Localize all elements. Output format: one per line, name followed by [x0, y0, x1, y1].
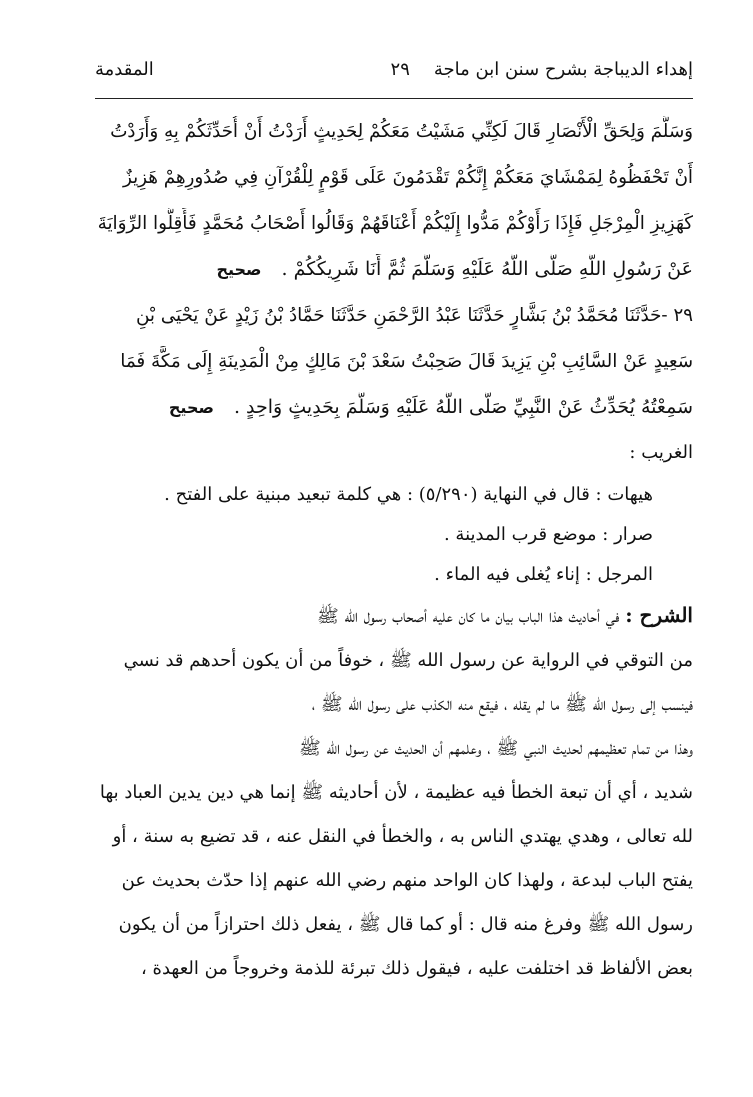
sharh-line: في أحاديث هذا الباب بيان ما كان عليه أصحاب رسول الله ﷺ — [317, 606, 620, 627]
sharh-line: فينسب إلى رسول الله ﷺ ما لم يقله ، فيقع منه الكذب على رسول الله ﷺ ، — [311, 694, 693, 715]
grade-label: صحيح — [216, 260, 262, 279]
sharh-first-line — [70, 600, 693, 632]
hadith-line: سَعِيدٍ عَنْ السَّائِبِ بْنِ يَزِيدَ قَالَ صَحِبْتُ سَعْدَ بْنَ مَالِكٍ مِنْ الْمَدِينَةِ إِلَى مَكَّةَ فَمَا — [120, 351, 693, 372]
hadith-line: عَنْ رَسُولِ اللَّهِ صَلَّى اللَّهُ عَلَيْهِ وَسَلَّمَ ثُمَّ أَنَا شَرِيكُكُمْ . — [281, 258, 693, 280]
hadith-line: أَنْ تَحْفَظُوهُ لِمَمْشَايَ مَعَكُمْ إِنَّكُمْ تَقْدَمُونَ عَلَى قَوْمٍ لِلْقُرْآنِ فِي صُدُورِهِمْ هَزِيزٌ — [123, 167, 693, 188]
hadith-line: كَهَزِيزِ الْمِرْجَلِ فَإِذَا رَأَوْكُمْ مَدُّوا إِلَيْكُمْ أَعْنَاقَهُمْ وَقَالُوا أَصْحَابُ مُحَمَّدٍ فَأَقِلُّوا الرِّوَايَةَ — [97, 213, 693, 234]
sharh-line: لله تعالى ، وهدي يهتدي الناس به ، والخطأ في النقل عنه ، قد تضيع به سنة ، أو — [112, 826, 693, 847]
hadith-line-with-grade — [70, 254, 693, 285]
page-number: ٢٩ — [390, 58, 410, 80]
gharib-definition: هيهات : قال في النهاية (٥/٢٩٠) : هي كلمة تبعيد مبنية على الفتح . — [164, 484, 653, 505]
page-body — [70, 116, 693, 998]
sharh-heading: الشرح : — [625, 603, 693, 627]
page-header — [95, 52, 693, 86]
sharh-line: شديد ، أي أن تبعة الخطأ فيه عظيمة ، لأن أحاديثه ﷺ إنما هي دين يدين العباد بها — [99, 782, 693, 803]
grade-label: صحيح — [168, 398, 214, 417]
book-title: إهداء الديباجة بشرح سنن ابن ماجة — [433, 58, 693, 80]
sharh-line: يفتح الباب لبدعة ، ولهذا كان الواحد منهم رضي الله عنهم إذا حدّث بحديث عن — [121, 870, 693, 891]
section-title: المقدمة — [95, 58, 154, 80]
gharib-definition: صرار : موضع قرب المدينة . — [443, 524, 653, 545]
hadith-line: وَسَلَّمَ وَلِحَقِّ الْأَنْصَارِ قَالَ لَكِنِّي مَشَيْتُ مَعَكُمْ لِحَدِيثٍ أَرَدْتُ أَنْ أُحَدِّثَكُمْ بِهِ وَأَرَدْتُ — [110, 121, 693, 142]
hadith-line: ٢٩ -حَدَّثَنَا مُحَمَّدُ بْنُ بَشَّارٍ حَدَّثَنَا عَبْدُ الرَّحْمَنِ حَدَّثَنَا حَمَّادُ بْنُ زَيْدٍ عَنْ يَحْيَى بْنِ — [135, 305, 693, 326]
hadith-line-with-grade — [70, 392, 693, 423]
sharh-line: رسول الله ﷺ وفرغ منه قال : أو كما قال ﷺ ، يفعل ذلك احترازاً من أن يكون — [118, 914, 693, 935]
header-rule — [95, 98, 693, 99]
gharib-definition: المرجل : إناء يُغلى فيه الماء . — [434, 564, 653, 585]
hadith-line: سَمِعْتُهُ يُحَدِّثُ عَنْ النَّبِيِّ صَلَّى اللَّهُ عَلَيْهِ وَسَلَّمَ بِحَدِيثٍ وَاحِدٍ . — [233, 396, 693, 418]
sharh-line: وهذا من تمام تعظيمهم لحديث النبي ﷺ ، وعلمهم أن الحديث عن رسول الله ﷺ — [299, 738, 693, 759]
sharh-line: من التوقي في الرواية عن رسول الله ﷺ ، خوفاً من أن يكون أحدهم قد نسي — [123, 650, 693, 671]
gharib-heading: الغريب : — [629, 442, 693, 463]
sharh-line: بعض الألفاظ قد اختلفت عليه ، فيقول ذلك تبرئة للذمة وخروجاً من العهدة ، — [140, 958, 693, 979]
header-right — [391, 59, 693, 80]
